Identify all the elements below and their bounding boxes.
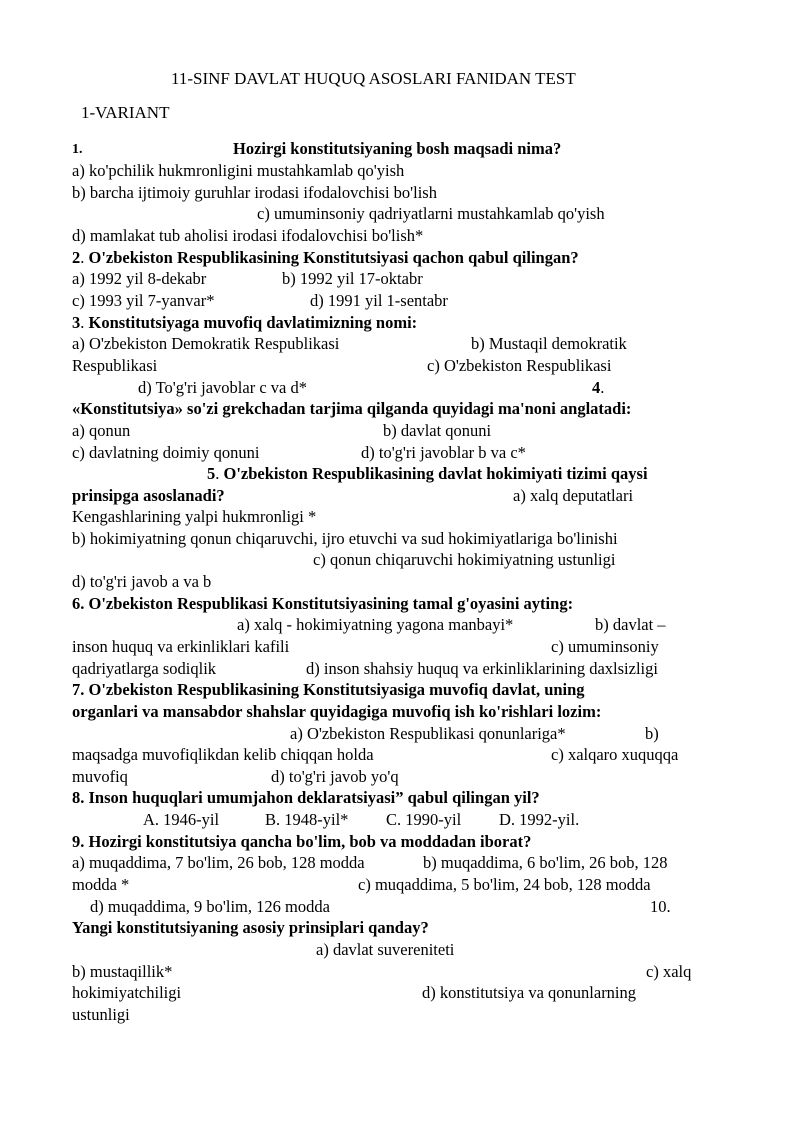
q2-number: 2 bbox=[72, 248, 81, 267]
q3-option-a: a) O'zbekiston Demokratik Respublikasi bbox=[72, 334, 340, 353]
q2-option-a: a) 1992 yil 8-dekabr bbox=[72, 269, 207, 288]
document-title: 11-SINF DAVLAT HUQUQ ASOSLARI FANIDAN TEST bbox=[171, 69, 576, 88]
q5-dot: . bbox=[215, 464, 224, 483]
q3-option-b-cont: Respublikasi bbox=[72, 356, 158, 375]
q7-option-d: d) to'g'ri javob yo'q bbox=[271, 767, 399, 786]
q9-option-d: d) muqaddima, 9 bo'lim, 126 modda bbox=[90, 897, 330, 916]
q7-option-b-cont: maqsadga muvofiqlikdan kelib chiqqan holda bbox=[72, 745, 374, 764]
q8-option-c: C. 1990-yil bbox=[386, 810, 462, 829]
q8-option-d: D. 1992-yil. bbox=[499, 810, 580, 829]
q2-heading bbox=[72, 248, 579, 268]
q2-option-d: d) 1991 yil 1-sentabr bbox=[310, 291, 448, 310]
q7-option-b: b) bbox=[645, 724, 659, 743]
q2-option-c: c) 1993 yil 7-yanvar* bbox=[72, 291, 215, 310]
q5-option-a-cont: Kengashlarining yalpi hukmronligi * bbox=[72, 507, 317, 526]
q9-option-c: c) muqaddima, 5 bo'lim, 24 bob, 128 modda bbox=[358, 875, 651, 894]
q10-option-a: a) davlat suvereniteti bbox=[316, 940, 455, 959]
q1-text: Hozirgi konstitutsiyaning bosh maqsadi nima? bbox=[233, 139, 562, 158]
q5-option-a: a) xalq deputatlari bbox=[513, 486, 634, 505]
q6-option-c-cont: qadriyatlarga sodiqlik bbox=[72, 659, 217, 678]
q5-option-d: d) to'g'ri javob a va b bbox=[72, 572, 212, 591]
q10-option-c-cont: hokimiyatchiligi bbox=[72, 983, 182, 1002]
q7-option-a: a) O'zbekiston Respublikasi qonunlariga* bbox=[290, 724, 566, 743]
q9-text: 9. Hozirgi konstitutsiya qancha bo'lim, bob va moddadan iborat? bbox=[72, 832, 532, 851]
q4-option-a: a) qonun bbox=[72, 421, 131, 440]
q2-dot: . bbox=[80, 248, 89, 267]
q8-option-b: B. 1948-yil* bbox=[265, 810, 349, 829]
q6-option-a: a) xalq - hokimiyatning yagona manbayi* bbox=[237, 615, 514, 634]
q2-text: O'zbekiston Respublikasining Konstitutsiyasi qachon qabul qilingan? bbox=[88, 248, 579, 267]
q7-option-c: c) xalqaro xuquqqa bbox=[551, 745, 679, 764]
q4-option-d: d) to'g'ri javoblar b va c* bbox=[361, 443, 526, 462]
q7-text-cont: organlari va mansabdor shahslar quyidagiga muvofiq ish ko'rishlari lozim: bbox=[72, 702, 602, 721]
q1-option-a: a) ko'pchilik hukmronligini mustahkamlab qo'yish bbox=[72, 161, 405, 180]
q5-text: O'zbekiston Respublikasining davlat hokimiyati tizimi qaysi bbox=[223, 464, 648, 483]
q1-option-b: b) barcha ijtimoiy guruhlar irodasi ifodalovchisi bo'lish bbox=[72, 183, 437, 202]
q3-dot: . bbox=[80, 313, 89, 332]
q10-option-b: b) mustaqillik* bbox=[72, 962, 173, 981]
q10-option-d: d) konstitutsiya va qonunlarning bbox=[422, 983, 637, 1002]
q3-option-c: c) O'zbekiston Respublikasi bbox=[427, 356, 612, 375]
q4-number: 4. bbox=[592, 378, 605, 397]
q6-option-b-cont: inson huquq va erkinliklari kafili bbox=[72, 637, 290, 656]
q4-option-b: b) davlat qonuni bbox=[383, 421, 492, 440]
q1-number: 1. bbox=[72, 142, 83, 157]
q10-option-c: c) xalq bbox=[646, 962, 692, 981]
q4-option-c: c) davlatning doimiy qonuni bbox=[72, 443, 260, 462]
q3-text: Konstitutsiyaga muvofiq davlatimizning nomi: bbox=[88, 313, 418, 332]
q10-number: 10. bbox=[650, 897, 671, 916]
q5-heading bbox=[207, 464, 648, 484]
q6-text: 6. O'zbekiston Respublikasi Konstitutsiyasining tamal g'oyasini ayting: bbox=[72, 594, 574, 613]
q5-text-cont: prinsipga asoslanadi? bbox=[72, 486, 225, 505]
q4-text: «Konstitutsiya» so'zi grekchadan tarjima qilganda quyidagi ma'noni anglatadi: bbox=[72, 399, 632, 418]
q1-option-d: d) mamlakat tub aholisi irodasi ifodalovchisi bo'lish* bbox=[72, 226, 424, 245]
q5-number: 5 bbox=[207, 464, 216, 483]
q10-option-d-cont: ustunligi bbox=[72, 1005, 130, 1024]
q2-option-b: b) 1992 yil 17-oktabr bbox=[282, 269, 423, 288]
q3-heading bbox=[72, 313, 417, 333]
q7-text: 7. O'zbekiston Respublikasining Konstitutsiyasiga muvofiq davlat, uning bbox=[72, 680, 585, 699]
q3-option-d: d) To'g'ri javoblar c va d* bbox=[138, 378, 307, 397]
variant-label: 1-VARIANT bbox=[81, 103, 170, 122]
q9-option-b: b) muqaddima, 6 bo'lim, 26 bob, 128 bbox=[423, 853, 668, 872]
q1-option-c: c) umuminsoniy qadriyatlarni mustahkamlab qo'yish bbox=[257, 204, 605, 223]
q8-option-a: A. 1946-yil bbox=[143, 810, 220, 829]
q7-option-c-cont: muvofiq bbox=[72, 767, 128, 786]
q5-option-c: c) qonun chiqaruvchi hokimiyatning ustunligi bbox=[313, 550, 616, 569]
q5-option-b: b) hokimiyatning qonun chiqaruvchi, ijro etuvchi va sud hokimiyatlariga bo'linishi bbox=[72, 529, 618, 548]
q10-text: Yangi konstitutsiyaning asosiy prinsiplari qanday? bbox=[72, 918, 429, 937]
q9-option-a: a) muqaddima, 7 bo'lim, 26 bob, 128 modda bbox=[72, 853, 365, 872]
q6-option-d: d) inson shahsiy huquq va erkinliklarining daxlsizligi bbox=[306, 659, 658, 678]
q3-number: 3 bbox=[72, 313, 81, 332]
q8-text: 8. Inson huquqlari umumjahon deklaratsiyasi” qabul qilingan yil? bbox=[72, 788, 540, 807]
q6-option-b: b) davlat – bbox=[595, 615, 666, 634]
q9-option-b-cont: modda * bbox=[72, 875, 130, 894]
q6-option-c: c) umuminsoniy bbox=[551, 637, 659, 656]
q3-option-b: b) Mustaqil demokratik bbox=[471, 334, 627, 353]
